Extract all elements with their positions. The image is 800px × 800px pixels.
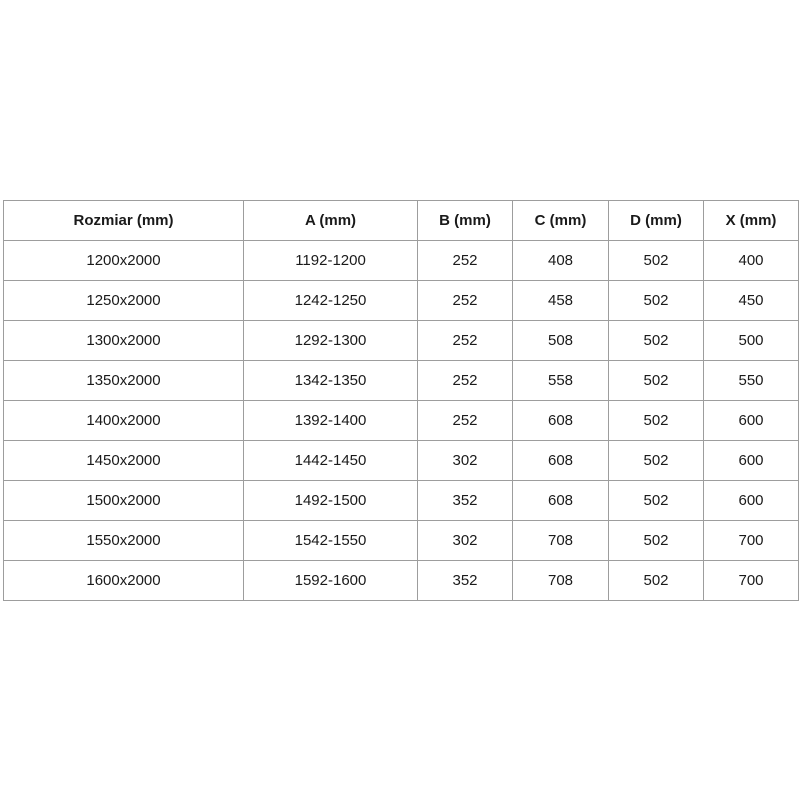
table-cell: 1600x2000 xyxy=(4,561,244,601)
size-table xyxy=(3,200,799,601)
table-cell: 302 xyxy=(418,521,513,561)
table-cell: 502 xyxy=(609,321,704,361)
table-cell: 252 xyxy=(418,401,513,441)
table-cell: 502 xyxy=(609,561,704,601)
table-cell: 1550x2000 xyxy=(4,521,244,561)
table-cell: 558 xyxy=(513,361,609,401)
table-cell: 700 xyxy=(704,521,799,561)
table-cell: 1492-1500 xyxy=(244,481,418,521)
table-cell: 252 xyxy=(418,361,513,401)
table-cell: 600 xyxy=(704,401,799,441)
table-cell: 450 xyxy=(704,281,799,321)
table-cell: 502 xyxy=(609,401,704,441)
table-cell: 1500x2000 xyxy=(4,481,244,521)
table-cell: 508 xyxy=(513,321,609,361)
table-row xyxy=(4,561,799,601)
column-header: X (mm) xyxy=(704,201,799,241)
table-cell: 252 xyxy=(418,281,513,321)
table-cell: 408 xyxy=(513,241,609,281)
table-row xyxy=(4,361,799,401)
size-table-container xyxy=(3,200,798,601)
table-cell: 502 xyxy=(609,521,704,561)
table-cell: 458 xyxy=(513,281,609,321)
column-header: B (mm) xyxy=(418,201,513,241)
table-cell: 1192-1200 xyxy=(244,241,418,281)
table-cell: 302 xyxy=(418,441,513,481)
table-cell: 600 xyxy=(704,441,799,481)
table-cell: 502 xyxy=(609,441,704,481)
table-cell: 1342-1350 xyxy=(244,361,418,401)
table-cell: 1242-1250 xyxy=(244,281,418,321)
table-cell: 1200x2000 xyxy=(4,241,244,281)
table-cell: 502 xyxy=(609,481,704,521)
table-cell: 1442-1450 xyxy=(244,441,418,481)
table-row xyxy=(4,401,799,441)
table-cell: 1542-1550 xyxy=(244,521,418,561)
table-cell: 1592-1600 xyxy=(244,561,418,601)
table-cell: 252 xyxy=(418,321,513,361)
column-header: D (mm) xyxy=(609,201,704,241)
table-cell: 252 xyxy=(418,241,513,281)
table-cell: 1350x2000 xyxy=(4,361,244,401)
table-row xyxy=(4,481,799,521)
table-cell: 500 xyxy=(704,321,799,361)
table-cell: 608 xyxy=(513,481,609,521)
table-row xyxy=(4,441,799,481)
table-cell: 352 xyxy=(418,561,513,601)
column-header: C (mm) xyxy=(513,201,609,241)
table-row xyxy=(4,241,799,281)
table-cell: 600 xyxy=(704,481,799,521)
table-row xyxy=(4,321,799,361)
table-body xyxy=(4,241,799,601)
table-cell: 502 xyxy=(609,361,704,401)
column-header: A (mm) xyxy=(244,201,418,241)
table-row xyxy=(4,281,799,321)
table-cell: 502 xyxy=(609,241,704,281)
table-cell: 400 xyxy=(704,241,799,281)
table-cell: 608 xyxy=(513,441,609,481)
table-cell: 352 xyxy=(418,481,513,521)
header-row xyxy=(4,201,799,241)
table-cell: 502 xyxy=(609,281,704,321)
column-header: Rozmiar (mm) xyxy=(4,201,244,241)
table-cell: 1300x2000 xyxy=(4,321,244,361)
table-cell: 1392-1400 xyxy=(244,401,418,441)
table-cell: 1292-1300 xyxy=(244,321,418,361)
table-cell: 608 xyxy=(513,401,609,441)
table-cell: 1250x2000 xyxy=(4,281,244,321)
table-cell: 550 xyxy=(704,361,799,401)
table-cell: 1450x2000 xyxy=(4,441,244,481)
table-row xyxy=(4,521,799,561)
table-cell: 700 xyxy=(704,561,799,601)
table-cell: 1400x2000 xyxy=(4,401,244,441)
table-cell: 708 xyxy=(513,561,609,601)
table-cell: 708 xyxy=(513,521,609,561)
